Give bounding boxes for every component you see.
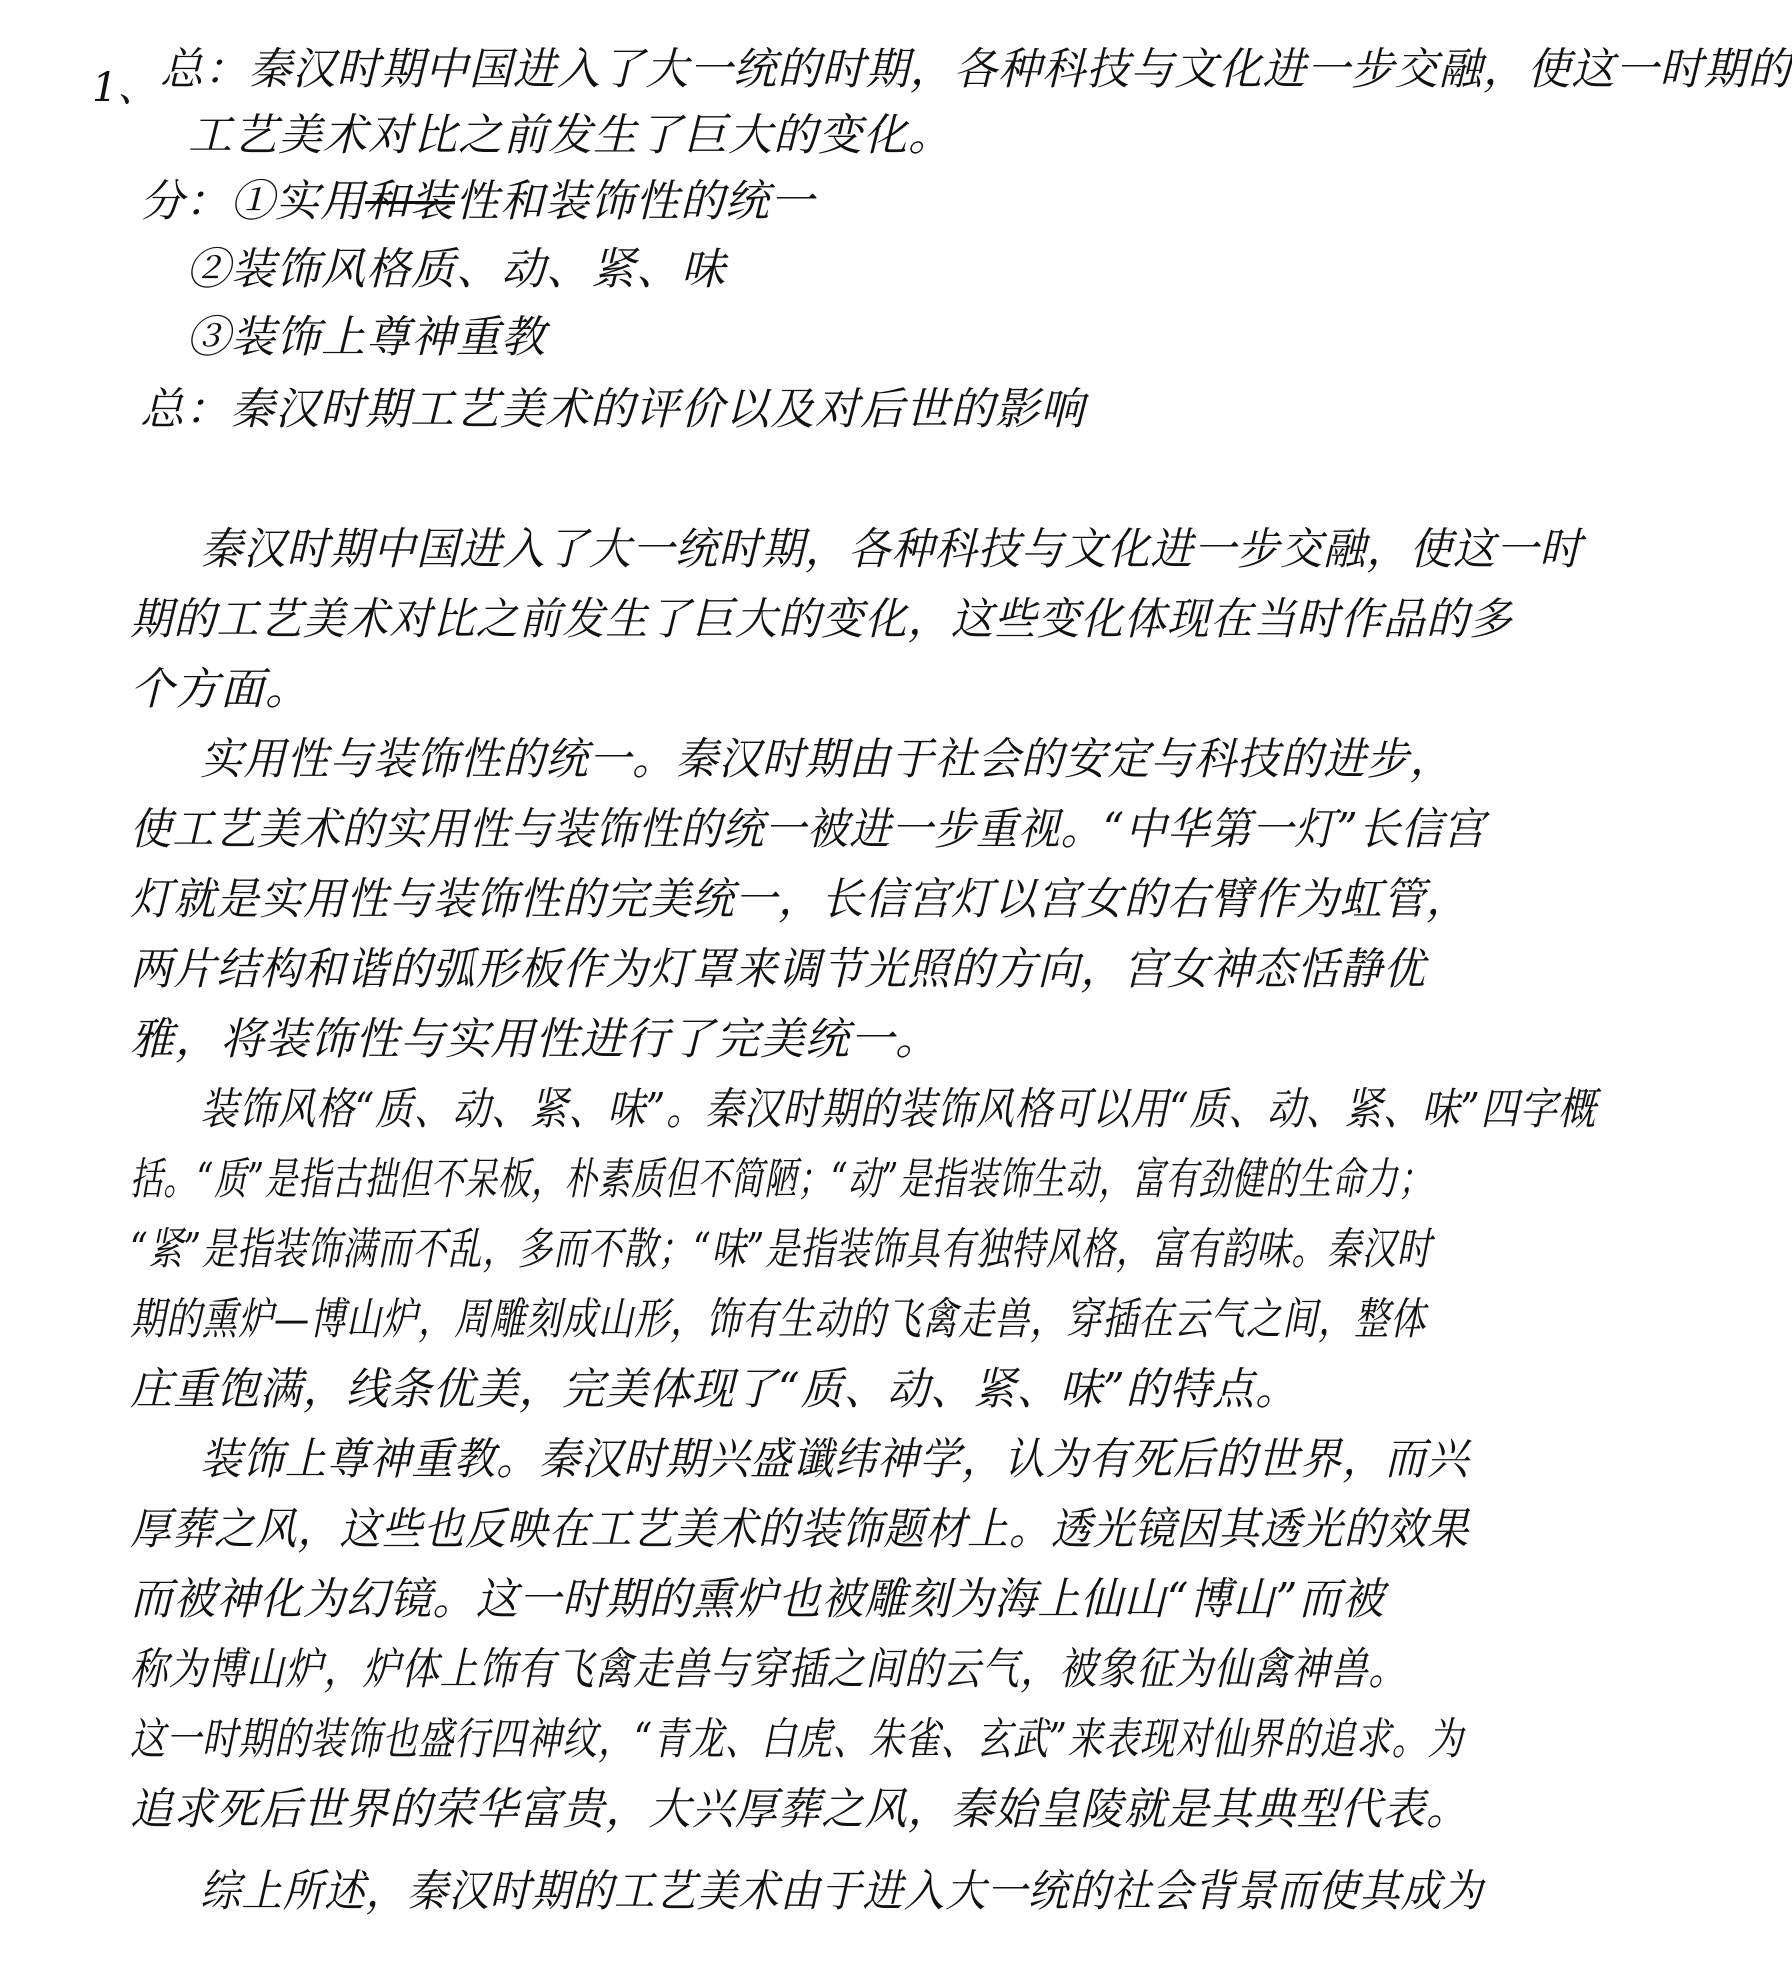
essay-line-14: 装饰上尊神重教。秦汉时期兴盛谶纬神学，认为有死后的世界，而兴 <box>200 1434 1469 1485</box>
essay-line-6: 灯就是实用性与装饰性的完美统一，长信宫灯以宫女的右臂作为虹管， <box>130 874 1470 925</box>
point-1-suffix: 性和装饰性的统一 <box>455 176 815 227</box>
outline-line-1: 总：秦汉时期中国进入了大一统的时期，各种科技与文化进一步交融，使这一时期的 <box>160 44 1792 95</box>
outline-point-3: ③装饰上尊神重教 <box>186 312 546 363</box>
essay-line-7: 两片结构和谐的弧形板作为灯罩来调节光照的方向，宫女神态恬静优 <box>130 944 1426 995</box>
essay-line-11: “紧”是指装饰满而不乱，多而不散；“味”是指装饰具有独特风格，富有韵味。秦汉时 <box>130 1224 1432 1275</box>
point-1-struck-text: 和装 <box>365 176 455 227</box>
essay-line-9: 装饰风格“质、动、紧、味”。秦汉时期的装饰风格可以用“质、动、紧、味”四字概 <box>200 1084 1597 1135</box>
essay-line-5: 使工艺美术的实用性与装饰性的统一被进一步重视。“中华第一灯”长信宫 <box>130 804 1486 855</box>
essay-line-13: 庄重饱满，线条优美，完美体现了“质、动、紧、味”的特点。 <box>130 1364 1299 1415</box>
essay-line-12: 期的熏炉—博山炉，周雕刻成山形，饰有生动的飞禽走兽，穿插在云气之间，整体 <box>130 1294 1426 1345</box>
essay-line-15: 厚葬之风，这些也反映在工艺美术的装饰题材上。透光镜因其透光的效果 <box>130 1504 1470 1555</box>
essay-line-3: 个方面。 <box>130 664 310 715</box>
outline-conclusion: 总：秦汉时期工艺美术的评价以及对后世的影响 <box>140 384 1085 435</box>
essay-line-18: 这一时期的装饰也盛行四神纹，“青龙、白虎、朱雀、玄武”来表现对仙界的追求。为 <box>130 1714 1464 1765</box>
essay-line-17: 称为博山炉，炉体上饰有飞禽走兽与穿插之间的云气，被象征为仙禽神兽。 <box>130 1644 1408 1695</box>
essay-line-19: 追求死后世界的荣华富贵，大兴厚葬之风，秦始皇陵就是其典型代表。 <box>130 1784 1470 1835</box>
outline-number: 1、 <box>92 65 158 111</box>
essay-line-2: 期的工艺美术对比之前发生了巨大的变化，这些变化体现在当时作品的多 <box>130 594 1513 645</box>
essay-line-1: 秦汉时期中国进入了大一统时期，各种科技与文化进一步交融，使这一时 <box>200 524 1583 575</box>
essay-line-4: 实用性与装饰性的统一。秦汉时期由于社会的安定与科技的进步， <box>200 734 1453 785</box>
essay-line-20: 综上所述，秦汉时期的工艺美术由于进入大一统的社会背景而使其成为 <box>200 1866 1484 1917</box>
outline-point-1 <box>140 172 815 232</box>
outline-point-2: ②装饰风格质、动、紧、味 <box>186 244 726 295</box>
outline-line-2: 工艺美术对比之前发生了巨大的变化。 <box>188 110 953 161</box>
fen-label: 分： <box>140 176 230 227</box>
point-1-prefix: ①实用 <box>230 176 365 227</box>
essay-line-16: 而被神化为幻镜。这一时期的熏炉也被雕刻为海上仙山“博山”而被 <box>130 1574 1385 1625</box>
essay-line-10: 括。“质”是指古拙但不呆板，朴素质但不简陋；“动”是指装饰生动，富有劲健的生命力； <box>130 1154 1432 1205</box>
essay-line-8: 雅，将装饰性与实用性进行了完美统一。 <box>130 1014 940 1065</box>
